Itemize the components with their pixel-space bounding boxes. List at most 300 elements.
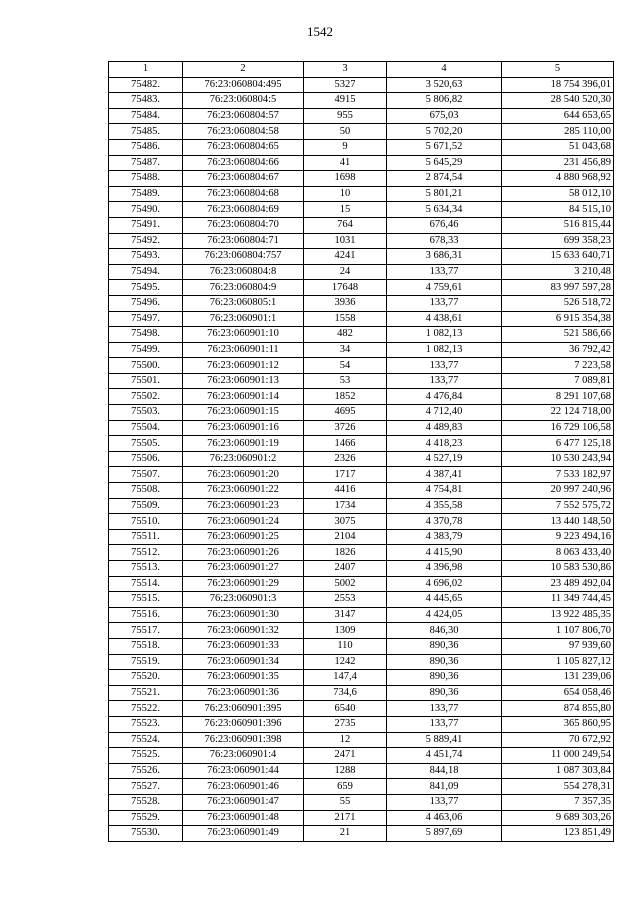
area-cell: 764 [304, 217, 387, 233]
cadastral-number-cell: 76:23:060901:27 [183, 561, 304, 577]
table-row [109, 217, 614, 233]
cadastral-number-cell: 76:23:060804:58 [183, 124, 304, 140]
cadastral-number-cell: 76:23:060804:495 [183, 77, 304, 93]
row-number-cell: 75494. [109, 264, 183, 280]
table-row [109, 249, 614, 265]
specific-value-cell: 4 355,58 [387, 498, 502, 514]
cadastral-number-cell: 76:23:060901:30 [183, 607, 304, 623]
row-number-cell: 75527. [109, 779, 183, 795]
cadastral-number-cell: 76:23:060901:26 [183, 545, 304, 561]
area-cell: 34 [304, 342, 387, 358]
specific-value-cell: 844,18 [387, 763, 502, 779]
area-cell: 1734 [304, 498, 387, 514]
row-number-cell: 75504. [109, 420, 183, 436]
cadastral-value-cell: 123 851,49 [502, 826, 614, 842]
table-row [109, 451, 614, 467]
table-row [109, 654, 614, 670]
cadastral-number-cell: 76:23:060804:68 [183, 186, 304, 202]
area-cell: 1309 [304, 623, 387, 639]
area-cell: 24 [304, 264, 387, 280]
cadastral-value-cell: 8 291 107,68 [502, 389, 614, 405]
row-number-cell: 75513. [109, 561, 183, 577]
cadastral-number-cell: 76:23:060901:33 [183, 638, 304, 654]
cadastral-value-cell: 1 105 827,12 [502, 654, 614, 670]
area-cell: 4241 [304, 249, 387, 265]
cadastral-value-cell: 58 012,10 [502, 186, 614, 202]
cadastral-value-cell: 285 110,00 [502, 124, 614, 140]
specific-value-cell: 4 438,61 [387, 311, 502, 327]
table-row [109, 280, 614, 296]
cadastral-value-cell: 10 530 243,94 [502, 451, 614, 467]
specific-value-cell: 133,77 [387, 716, 502, 732]
cadastral-value-cell: 1 107 806,70 [502, 623, 614, 639]
cadastral-number-cell: 76:23:060901:24 [183, 514, 304, 530]
table-row [109, 405, 614, 421]
area-cell: 2553 [304, 592, 387, 608]
specific-value-cell: 4 527,19 [387, 451, 502, 467]
row-number-cell: 75491. [109, 217, 183, 233]
cadastral-number-cell: 76:23:060901:15 [183, 405, 304, 421]
table-row [109, 264, 614, 280]
table-row [109, 202, 614, 218]
specific-value-cell: 4 476,84 [387, 389, 502, 405]
area-cell: 2471 [304, 748, 387, 764]
row-number-cell: 75525. [109, 748, 183, 764]
area-cell: 3936 [304, 295, 387, 311]
area-cell: 21 [304, 826, 387, 842]
specific-value-cell: 4 415,90 [387, 545, 502, 561]
cadastral-value-cell: 20 997 240,96 [502, 483, 614, 499]
table-row [109, 93, 614, 109]
row-number-cell: 75500. [109, 358, 183, 374]
cadastral-number-cell: 76:23:060804:757 [183, 249, 304, 265]
specific-value-cell: 841,09 [387, 779, 502, 795]
area-cell: 4915 [304, 93, 387, 109]
area-cell: 1466 [304, 436, 387, 452]
area-cell: 5002 [304, 576, 387, 592]
cadastral-number-cell: 76:23:060901:4 [183, 748, 304, 764]
specific-value-cell: 676,46 [387, 217, 502, 233]
row-number-cell: 75524. [109, 732, 183, 748]
specific-value-cell: 4 396,98 [387, 561, 502, 577]
area-cell: 1852 [304, 389, 387, 405]
area-cell: 734,6 [304, 685, 387, 701]
cadastral-value-cell: 22 124 718,00 [502, 405, 614, 421]
table-row [109, 77, 614, 93]
cadastral-number-cell: 76:23:060901:395 [183, 701, 304, 717]
table-row [109, 420, 614, 436]
column-header: 4 [387, 62, 502, 78]
cadastral-value-cell: 516 815,44 [502, 217, 614, 233]
specific-value-cell: 133,77 [387, 264, 502, 280]
table-row [109, 327, 614, 343]
row-number-cell: 75502. [109, 389, 183, 405]
specific-value-cell: 4 451,74 [387, 748, 502, 764]
specific-value-cell: 5 634,34 [387, 202, 502, 218]
cadastral-value-cell: 7 223,58 [502, 358, 614, 374]
page-number: 1542 [307, 24, 333, 39]
row-number-cell: 75511. [109, 529, 183, 545]
row-number-cell: 75490. [109, 202, 183, 218]
row-number-cell: 75530. [109, 826, 183, 842]
specific-value-cell: 4 696,02 [387, 576, 502, 592]
specific-value-cell: 5 897,69 [387, 826, 502, 842]
table-row [109, 545, 614, 561]
specific-value-cell: 846,30 [387, 623, 502, 639]
cadastral-value-cell: 13 440 148,50 [502, 514, 614, 530]
table-row [109, 670, 614, 686]
table-row [109, 342, 614, 358]
specific-value-cell: 4 463,06 [387, 810, 502, 826]
row-number-cell: 75506. [109, 451, 183, 467]
row-number-cell: 75499. [109, 342, 183, 358]
cadastral-value-cell: 51 043,68 [502, 139, 614, 155]
specific-value-cell: 890,36 [387, 638, 502, 654]
row-number-cell: 75526. [109, 763, 183, 779]
column-header: 3 [304, 62, 387, 78]
area-cell: 4695 [304, 405, 387, 421]
table-row [109, 186, 614, 202]
table-row [109, 139, 614, 155]
specific-value-cell: 133,77 [387, 295, 502, 311]
table-row [109, 171, 614, 187]
row-number-cell: 75512. [109, 545, 183, 561]
row-number-cell: 75529. [109, 810, 183, 826]
cadastral-value-cell: 8 063 433,40 [502, 545, 614, 561]
row-number-cell: 75488. [109, 171, 183, 187]
area-cell: 50 [304, 124, 387, 140]
cadastral-value-cell: 6 915 354,38 [502, 311, 614, 327]
table-row [109, 295, 614, 311]
specific-value-cell: 890,36 [387, 685, 502, 701]
cadastral-value-cell: 526 518,72 [502, 295, 614, 311]
row-number-cell: 75519. [109, 654, 183, 670]
cadastral-number-cell: 76:23:060901:398 [183, 732, 304, 748]
cadastral-number-cell: 76:23:060901:49 [183, 826, 304, 842]
table-row [109, 498, 614, 514]
cadastral-value-cell: 13 922 485,35 [502, 607, 614, 623]
specific-value-cell: 1 082,13 [387, 342, 502, 358]
table-row [109, 810, 614, 826]
cadastral-number-cell: 76:23:060901:23 [183, 498, 304, 514]
area-cell: 10 [304, 186, 387, 202]
cadastral-value-cell: 18 754 396,01 [502, 77, 614, 93]
row-number-cell: 75508. [109, 483, 183, 499]
cadastral-number-cell: 76:23:060901:2 [183, 451, 304, 467]
cadastral-value-cell: 699 358,23 [502, 233, 614, 249]
cadastral-value-cell: 365 860,95 [502, 716, 614, 732]
cadastral-number-cell: 76:23:060901:34 [183, 654, 304, 670]
cadastral-value-cell: 521 586,66 [502, 327, 614, 343]
cadastral-value-table [108, 61, 614, 842]
row-number-cell: 75510. [109, 514, 183, 530]
row-number-cell: 75517. [109, 623, 183, 639]
cadastral-value-cell: 28 540 520,30 [502, 93, 614, 109]
area-cell: 3147 [304, 607, 387, 623]
row-number-cell: 75493. [109, 249, 183, 265]
cadastral-value-cell: 874 855,80 [502, 701, 614, 717]
cadastral-number-cell: 76:23:060804:69 [183, 202, 304, 218]
row-number-cell: 75492. [109, 233, 183, 249]
table-row [109, 576, 614, 592]
area-cell: 659 [304, 779, 387, 795]
area-cell: 5327 [304, 77, 387, 93]
area-cell: 2407 [304, 561, 387, 577]
row-number-cell: 75523. [109, 716, 183, 732]
cadastral-number-cell: 76:23:060901:32 [183, 623, 304, 639]
row-number-cell: 75521. [109, 685, 183, 701]
specific-value-cell: 133,77 [387, 701, 502, 717]
cadastral-number-cell: 76:23:060901:25 [183, 529, 304, 545]
row-number-cell: 75516. [109, 607, 183, 623]
table-row [109, 685, 614, 701]
table-row [109, 124, 614, 140]
area-cell: 12 [304, 732, 387, 748]
area-cell: 2104 [304, 529, 387, 545]
cadastral-number-cell: 76:23:060901:10 [183, 327, 304, 343]
cadastral-value-cell: 7 552 575,72 [502, 498, 614, 514]
cadastral-value-cell: 654 058,46 [502, 685, 614, 701]
cadastral-number-cell: 76:23:060804:71 [183, 233, 304, 249]
row-number-cell: 75495. [109, 280, 183, 296]
row-number-cell: 75483. [109, 93, 183, 109]
cadastral-value-cell: 15 633 640,71 [502, 249, 614, 265]
specific-value-cell: 5 702,20 [387, 124, 502, 140]
area-cell: 4416 [304, 483, 387, 499]
cadastral-value-cell: 554 278,31 [502, 779, 614, 795]
cadastral-number-cell: 76:23:060901:46 [183, 779, 304, 795]
area-cell: 2326 [304, 451, 387, 467]
cadastral-number-cell: 76:23:060901:11 [183, 342, 304, 358]
cadastral-number-cell: 76:23:060804:5 [183, 93, 304, 109]
cadastral-number-cell: 76:23:060901:3 [183, 592, 304, 608]
cadastral-number-cell: 76:23:060901:1 [183, 311, 304, 327]
row-number-cell: 75518. [109, 638, 183, 654]
table-row [109, 311, 614, 327]
cadastral-number-cell: 76:23:060804:65 [183, 139, 304, 155]
area-cell: 2171 [304, 810, 387, 826]
cadastral-number-cell: 76:23:060805:1 [183, 295, 304, 311]
table-body [109, 77, 614, 841]
cadastral-number-cell: 76:23:060804:67 [183, 171, 304, 187]
column-header: 1 [109, 62, 183, 78]
row-number-cell: 75515. [109, 592, 183, 608]
row-number-cell: 75487. [109, 155, 183, 171]
area-cell: 110 [304, 638, 387, 654]
area-cell: 955 [304, 108, 387, 124]
cadastral-number-cell: 76:23:060804:9 [183, 280, 304, 296]
specific-value-cell: 5 889,41 [387, 732, 502, 748]
table-row [109, 763, 614, 779]
specific-value-cell: 133,77 [387, 794, 502, 810]
specific-value-cell: 5 645,29 [387, 155, 502, 171]
row-number-cell: 75489. [109, 186, 183, 202]
row-number-cell: 75503. [109, 405, 183, 421]
row-number-cell: 75486. [109, 139, 183, 155]
area-cell: 3075 [304, 514, 387, 530]
table-row [109, 794, 614, 810]
specific-value-cell: 4 445,65 [387, 592, 502, 608]
table-row [109, 716, 614, 732]
cadastral-number-cell: 76:23:060901:19 [183, 436, 304, 452]
row-number-cell: 75482. [109, 77, 183, 93]
cadastral-number-cell: 76:23:060901:14 [183, 389, 304, 405]
specific-value-cell: 4 754,81 [387, 483, 502, 499]
row-number-cell: 75496. [109, 295, 183, 311]
area-cell: 2735 [304, 716, 387, 732]
row-number-cell: 75501. [109, 373, 183, 389]
cadastral-value-cell: 11 349 744,45 [502, 592, 614, 608]
cadastral-number-cell: 76:23:060901:48 [183, 810, 304, 826]
cadastral-number-cell: 76:23:060804:8 [183, 264, 304, 280]
table-row [109, 373, 614, 389]
cadastral-number-cell: 76:23:060901:36 [183, 685, 304, 701]
area-cell: 15 [304, 202, 387, 218]
cadastral-value-cell: 131 239,06 [502, 670, 614, 686]
table-row [109, 748, 614, 764]
specific-value-cell: 890,36 [387, 670, 502, 686]
area-cell: 1698 [304, 171, 387, 187]
cadastral-value-cell: 9 223 494,16 [502, 529, 614, 545]
table-row [109, 779, 614, 795]
cadastral-number-cell: 76:23:060901:396 [183, 716, 304, 732]
cadastral-value-cell: 70 672,92 [502, 732, 614, 748]
cadastral-number-cell: 76:23:060901:35 [183, 670, 304, 686]
cadastral-value-cell: 7 357,35 [502, 794, 614, 810]
row-number-cell: 75514. [109, 576, 183, 592]
row-number-cell: 75498. [109, 327, 183, 343]
cadastral-number-cell: 76:23:060804:57 [183, 108, 304, 124]
cadastral-number-cell: 76:23:060901:44 [183, 763, 304, 779]
cadastral-number-cell: 76:23:060901:13 [183, 373, 304, 389]
specific-value-cell: 890,36 [387, 654, 502, 670]
area-cell: 54 [304, 358, 387, 374]
cadastral-value-cell: 4 880 968,92 [502, 171, 614, 187]
area-cell: 1826 [304, 545, 387, 561]
area-cell: 1558 [304, 311, 387, 327]
cadastral-value-cell: 6 477 125,18 [502, 436, 614, 452]
cadastral-number-cell: 76:23:060901:20 [183, 467, 304, 483]
area-cell: 9 [304, 139, 387, 155]
row-number-cell: 75522. [109, 701, 183, 717]
specific-value-cell: 5 671,52 [387, 139, 502, 155]
area-cell: 6540 [304, 701, 387, 717]
table-row [109, 467, 614, 483]
table-row [109, 638, 614, 654]
area-cell: 482 [304, 327, 387, 343]
cadastral-value-cell: 36 792,42 [502, 342, 614, 358]
cadastral-number-cell: 76:23:060901:29 [183, 576, 304, 592]
specific-value-cell: 4 418,23 [387, 436, 502, 452]
specific-value-cell: 133,77 [387, 373, 502, 389]
area-cell: 3726 [304, 420, 387, 436]
cadastral-number-cell: 76:23:060901:12 [183, 358, 304, 374]
cadastral-value-cell: 7 533 182,97 [502, 467, 614, 483]
area-cell: 53 [304, 373, 387, 389]
table-row [109, 389, 614, 405]
cadastral-value-cell: 10 583 530,86 [502, 561, 614, 577]
cadastral-value-cell: 3 210,48 [502, 264, 614, 280]
specific-value-cell: 4 424,05 [387, 607, 502, 623]
row-number-cell: 75528. [109, 794, 183, 810]
row-number-cell: 75520. [109, 670, 183, 686]
specific-value-cell: 133,77 [387, 358, 502, 374]
cadastral-value-cell: 84 515,10 [502, 202, 614, 218]
specific-value-cell: 5 801,21 [387, 186, 502, 202]
specific-value-cell: 1 082,13 [387, 327, 502, 343]
row-number-cell: 75497. [109, 311, 183, 327]
table-row [109, 108, 614, 124]
area-cell: 1717 [304, 467, 387, 483]
area-cell: 41 [304, 155, 387, 171]
specific-value-cell: 678,33 [387, 233, 502, 249]
specific-value-cell: 675,03 [387, 108, 502, 124]
specific-value-cell: 4 370,78 [387, 514, 502, 530]
specific-value-cell: 2 874,54 [387, 171, 502, 187]
cadastral-value-cell: 7 089,81 [502, 373, 614, 389]
table-row [109, 607, 614, 623]
cadastral-value-cell: 83 997 597,28 [502, 280, 614, 296]
table-row [109, 436, 614, 452]
table-row [109, 529, 614, 545]
specific-value-cell: 4 712,40 [387, 405, 502, 421]
area-cell: 55 [304, 794, 387, 810]
area-cell: 1031 [304, 233, 387, 249]
cadastral-value-cell: 16 729 106,58 [502, 420, 614, 436]
table-row [109, 483, 614, 499]
table-row [109, 732, 614, 748]
specific-value-cell: 3 686,31 [387, 249, 502, 265]
area-cell: 17648 [304, 280, 387, 296]
row-number-cell: 75509. [109, 498, 183, 514]
table-row [109, 623, 614, 639]
area-cell: 1242 [304, 654, 387, 670]
row-number-cell: 75485. [109, 124, 183, 140]
specific-value-cell: 4 489,83 [387, 420, 502, 436]
area-cell: 147,4 [304, 670, 387, 686]
cadastral-number-cell: 76:23:060804:66 [183, 155, 304, 171]
specific-value-cell: 4 383,79 [387, 529, 502, 545]
cadastral-number-cell: 76:23:060901:47 [183, 794, 304, 810]
column-number-row [109, 62, 614, 78]
table-row [109, 514, 614, 530]
table-row [109, 592, 614, 608]
row-number-cell: 75507. [109, 467, 183, 483]
cadastral-value-cell: 644 653,65 [502, 108, 614, 124]
table-row [109, 561, 614, 577]
row-number-cell: 75484. [109, 108, 183, 124]
cadastral-value-cell: 23 489 492,04 [502, 576, 614, 592]
cadastral-value-cell: 11 000 249,54 [502, 748, 614, 764]
table-row [109, 358, 614, 374]
table-row [109, 701, 614, 717]
cadastral-value-cell: 97 939,60 [502, 638, 614, 654]
row-number-cell: 75505. [109, 436, 183, 452]
specific-value-cell: 3 520,63 [387, 77, 502, 93]
cadastral-number-cell: 76:23:060804:70 [183, 217, 304, 233]
table-row [109, 155, 614, 171]
cadastral-value-cell: 9 689 303,26 [502, 810, 614, 826]
specific-value-cell: 5 806,82 [387, 93, 502, 109]
specific-value-cell: 4 759,61 [387, 280, 502, 296]
cadastral-value-cell: 1 087 303,84 [502, 763, 614, 779]
cadastral-number-cell: 76:23:060901:22 [183, 483, 304, 499]
column-header: 2 [183, 62, 304, 78]
table-row [109, 233, 614, 249]
column-header: 5 [502, 62, 614, 78]
table-row [109, 826, 614, 842]
cadastral-number-cell: 76:23:060901:16 [183, 420, 304, 436]
